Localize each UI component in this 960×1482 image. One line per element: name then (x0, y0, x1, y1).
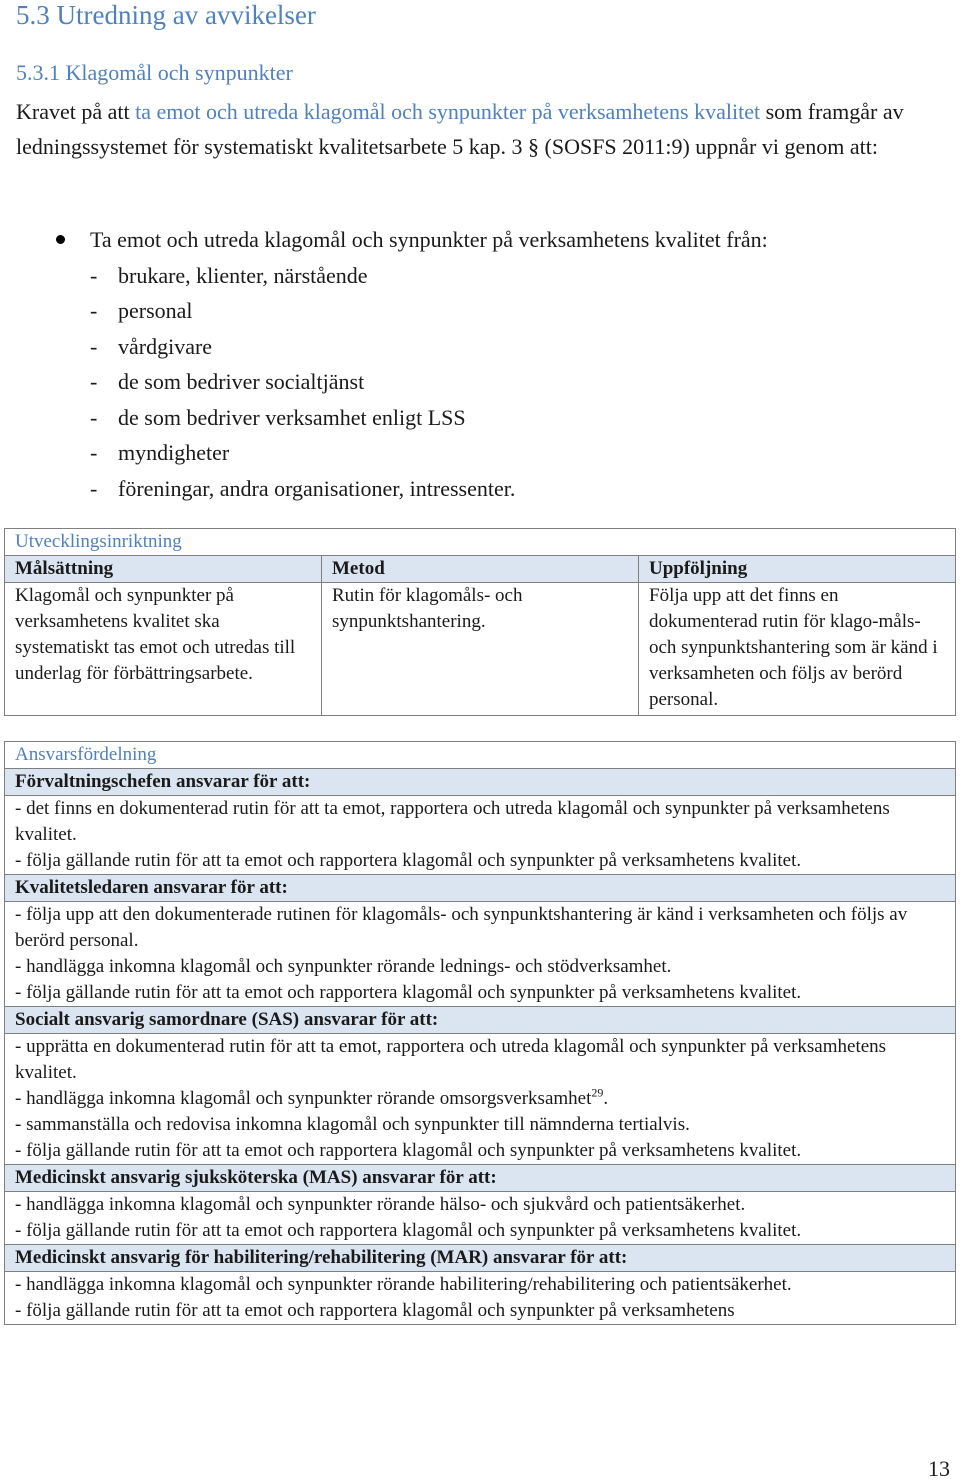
cell-goal: Klagomål och synpunkter på verksamhetens kvalitet ska systematiskt tas emot och utredas till underlag för förbättringsarbete. (5, 583, 322, 716)
header-method: Metod (322, 556, 639, 583)
role-label: Medicinskt ansvarig för habilitering/rehabilitering (MAR) ansvarar för att: (5, 1245, 956, 1272)
footnote-ref: 29 (591, 1085, 604, 1100)
role-duties (5, 1192, 956, 1245)
section-heading: 5.3 Utredning av avvikelser (16, 0, 316, 30)
duty-item: - sammanställa och redovisa inkomna klagomål och synpunkter till nämnderna tertialvis. (15, 1114, 690, 1135)
duty-text-end: . (603, 1088, 609, 1109)
list-item: - personal (90, 293, 515, 329)
list-item: - föreningar, andra organisationer, intressenter. (90, 471, 515, 507)
intro-text-start: Kravet på att (16, 99, 136, 124)
role-label: Socialt ansvarig samordnare (SAS) ansvarar för att: (5, 1007, 956, 1034)
responsibility-table (4, 741, 956, 1325)
bullet-dot-icon (56, 235, 65, 244)
duty-item: - handlägga inkomna klagomål och synpunkter rörande lednings- och stödverksamhet. (15, 956, 672, 977)
duty-item: - handlägga inkomna klagomål och synpunkter rörande hälso- och sjukvård och patientsäkerhet. (15, 1194, 746, 1215)
duty-item: - handlägga inkomna klagomål och synpunkter rörande habilitering/rehabilitering och patientsäkerhet. (15, 1274, 792, 1295)
development-table (4, 528, 956, 716)
list-item: - myndigheter (90, 435, 515, 471)
role-duties (5, 1272, 956, 1325)
duty-item: - upprätta en dokumenterad rutin för att ta emot, rapportera och utreda klagomål och synpunkter på verksamhetens kvalitet. (15, 1036, 887, 1083)
cell-followup: Följa upp att det finns en dokumenterad rutin för klago-måls- och synpunktshantering som är känd i verksamheten och följs av berörd personal. (639, 583, 956, 716)
list-item: - vårdgivare (90, 329, 515, 365)
page-number: 13 (928, 1456, 950, 1481)
duty-item-with-footnote (15, 1086, 945, 1112)
intro-highlight: ta emot och utreda klagomål och synpunkter på verksamhetens kvalitet (135, 99, 761, 124)
header-followup: Uppföljning (639, 556, 956, 583)
role-duties (5, 1034, 956, 1165)
duty-item: - följa gällande rutin för att ta emot och rapportera klagomål och synpunkter på verksamhetens kvalitet. (15, 850, 802, 871)
role-label: Kvalitetsledaren ansvarar för att: (5, 875, 956, 902)
source-list (90, 258, 515, 507)
list-item: - brukare, klienter, närstående (90, 258, 515, 294)
responsibility-title: Ansvarsfördelning (5, 742, 956, 769)
cell-method: Rutin för klagomåls- och synpunktshantering. (322, 583, 639, 716)
intro-text-end: som framgår av ledningssystemet för systematiskt kvalitetsarbete 5 kap. 3 § (SOSFS 2011:9) uppnår vi genom att: (16, 99, 904, 159)
role-duties (5, 902, 956, 1007)
duty-item: - följa gällande rutin för att ta emot och rapportera klagomål och synpunkter på verksamhetens kvalitet. (15, 1220, 802, 1241)
role-label: Förvaltningschefen ansvarar för att: (5, 769, 956, 796)
role-duties (5, 796, 956, 875)
header-goal: Målsättning (5, 556, 322, 583)
list-item: - de som bedriver socialtjänst (90, 364, 515, 400)
bullet-main-text: Ta emot och utreda klagomål och synpunkter på verksamhetens kvalitet från: (90, 227, 768, 252)
intro-paragraph (16, 94, 946, 164)
duty-item: - det finns en dokumenterad rutin för att ta emot, rapportera och utreda klagomål och synpunkter på verksamhetens kvalitet. (15, 798, 890, 845)
list-item: - de som bedriver verksamhet enligt LSS (90, 400, 515, 436)
duty-item: - följa upp att den dokumenterade rutinen för klagomåls- och synpunktshantering är känd i verksamheten och följs av berörd personal. (15, 904, 908, 951)
subsection-heading: 5.3.1 Klagomål och synpunkter (16, 60, 293, 85)
duty-text: - handlägga inkomna klagomål och synpunkter rörande omsorgsverksamhet (15, 1088, 592, 1109)
duty-item: - följa gällande rutin för att ta emot och rapportera klagomål och synpunkter på verksamhetens kvalitet. (15, 1140, 802, 1161)
development-title: Utvecklingsinriktning (5, 529, 956, 556)
duty-item: - följa gällande rutin för att ta emot och rapportera klagomål och synpunkter på verksamhetens kvalitet. (15, 982, 802, 1003)
duty-item: - följa gällande rutin för att ta emot och rapportera klagomål och synpunkter på verksamhetens (15, 1300, 735, 1321)
role-label: Medicinskt ansvarig sjuksköterska (MAS) ansvarar för att: (5, 1165, 956, 1192)
